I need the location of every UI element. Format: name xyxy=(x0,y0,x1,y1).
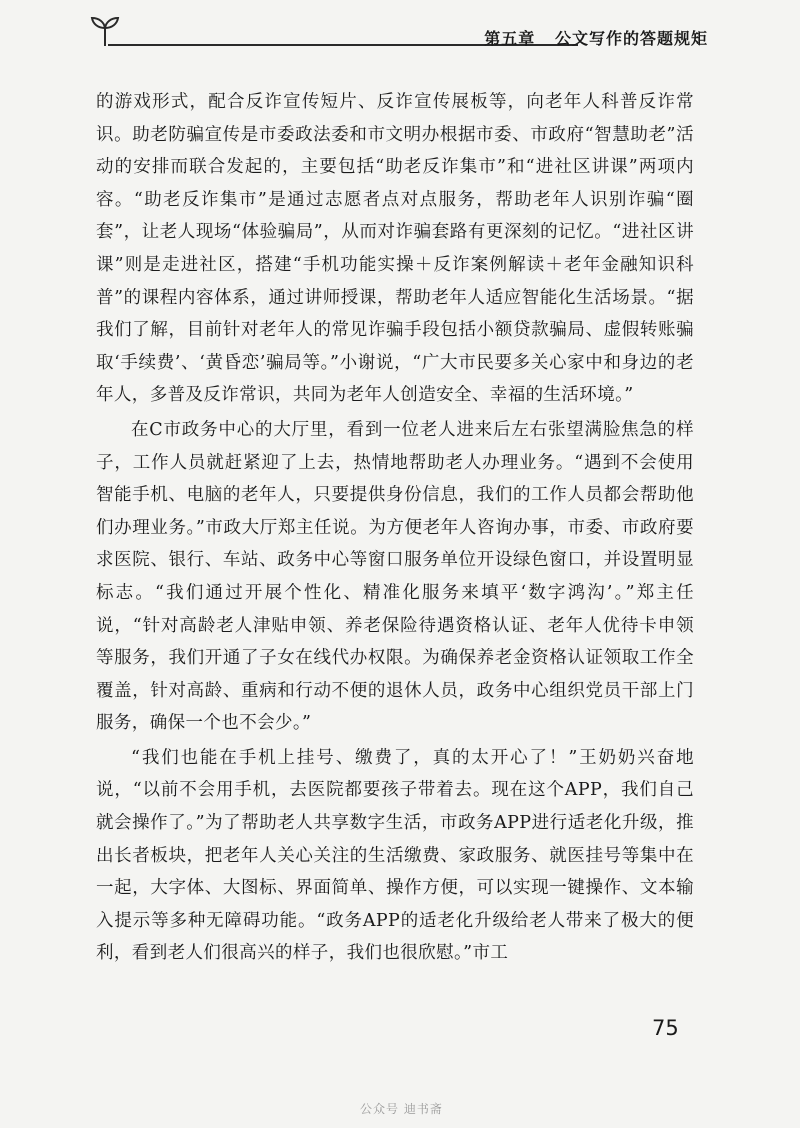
header-title xyxy=(484,26,708,49)
body-text xyxy=(96,86,694,970)
paragraph: 在C市政务中心的大厅里，看到一位老人进来后左右张望满脸焦急的样子，工作人员就赶紧迎了上去，热情地帮助老人办理业务。“遇到不会使用智能手机、电脑的老年人，只要提供身份信息，我们的工作人员都会帮助他们办理业务。”市政大厅郑主任说。为方便老年人咨询办事，市委、市政府要求医院、银行、车站、政务中心等窗口服务单位开设绿色窗口，并设置明显标志。“我们通过开展个性化、精准化服务来填平‘数字鸿沟’。”郑主任说，“针对高龄老人津贴申领、养老保险待遇资格认证、老年人优待卡申领等服务，我们开通了子女在线代办权限。为确保养老金资格认证领取工作全覆盖，针对高龄、重病和行动不便的退休人员，政务中心组织党员干部上门服务，确保一个也不会少。” xyxy=(96,419,694,734)
paragraph: 的游戏形式，配合反诈宣传短片、反诈宣传展板等，向老年人科普反诈常识。助老防骗宣传是市委政法委和市文明办根据市委、市政府“智慧助老”活动的安排而联合发起的，主要包括“助老反诈集市”和“进社区讲课”两项内容。“助老反诈集市”是通过志愿者点对点服务，帮助老年人识别诈骗“圈套”，让老人现场“体验骗局”，从而对诈骗套路有更深刻的记忆。“进社区讲课”则是走进社区，搭建“手机功能实操＋反诈案例解读＋老年金融知识科普”的课程内容体系，通过讲师授课，帮助老年人适应智能化生活场景。“据我们了解，目前针对老年人的常见诈骗手段包括小额贷款骗局、虚假转账骗取‘手续费’、‘黄昏恋’骗局等。”小谢说，“广大市民要多关心家中和身边的老年人，多普及反诈常识，共同为老年人创造安全、幸福的生活环境。” xyxy=(96,92,694,406)
chapter-title: 公文写作的答题规矩 xyxy=(554,29,708,48)
page-number: 75 xyxy=(652,1016,679,1040)
watermark-text: 公众号 迪书斋 xyxy=(360,1102,443,1116)
sprout-icon xyxy=(88,14,122,48)
page-header xyxy=(88,14,708,48)
chapter-label: 第五章 xyxy=(484,29,536,48)
paragraph: “我们也能在手机上挂号、缴费了，真的太开心了！”王奶奶兴奋地说，“以前不会用手机，去医院都要孩子带着去。现在这个APP，我们自己就会操作了。”为了帮助老人共享数字生活，市政务APP进行适老化升级，推出长者板块，把老年人关心关注的生活缴费、家政服务、就医挂号等集中在一起，大字体、大图标、界面简单、操作方便，可以实现一键操作、文本输入提示等多种无障碍功能。“政务APP的适老化升级给老人带来了极大的便利，看到老人们很高兴的样子，我们也很欣慰。”市工 xyxy=(96,747,694,964)
